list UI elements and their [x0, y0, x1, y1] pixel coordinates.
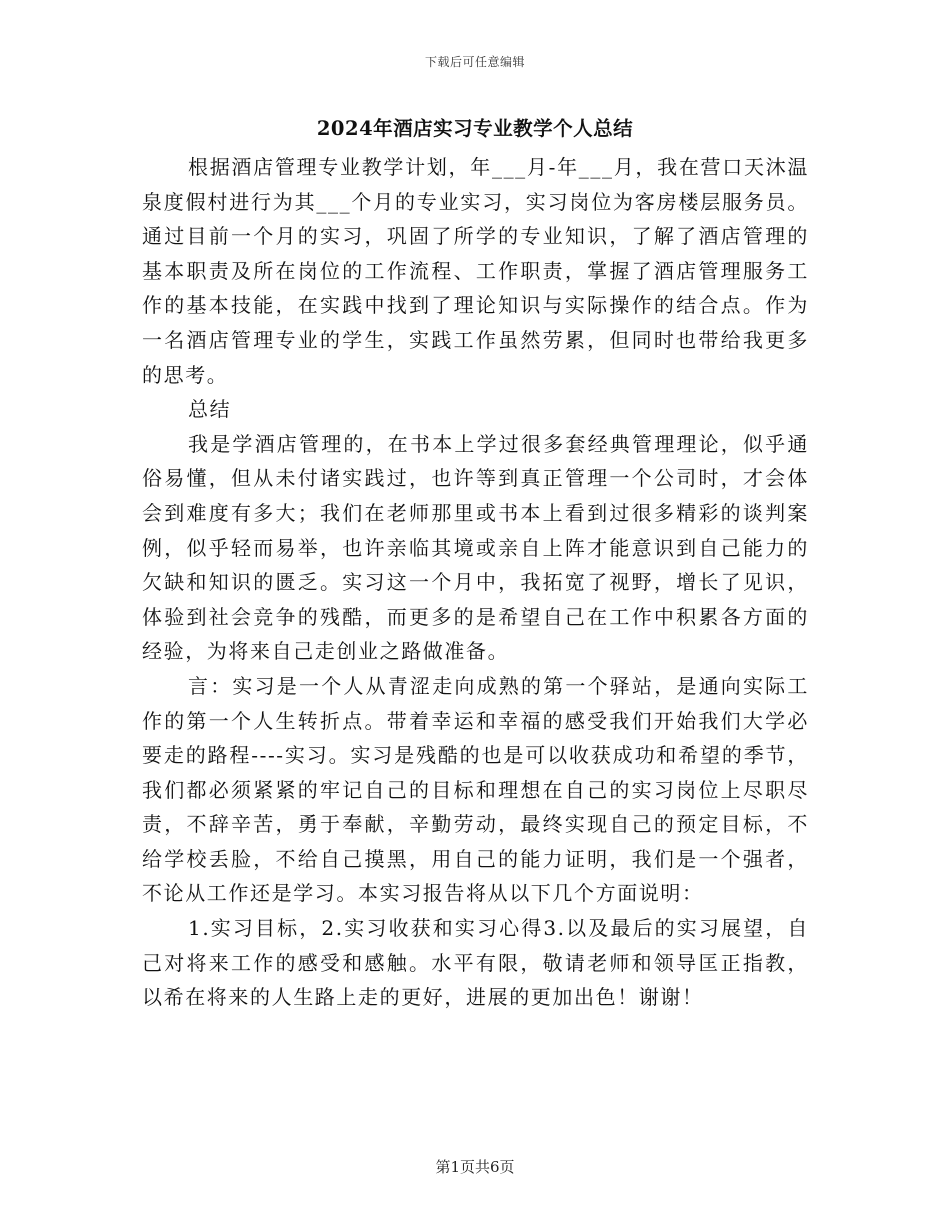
document-body: [142, 150, 809, 1015]
paragraph-outline: 1.实习目标，2.实习收获和实习心得3.以及最后的实习展望，自己对将来工作的感受和感触。水平有限，敬请老师和领导匡正指教，以希在将来的人生路上走的更好，进展的更加出色！谢谢！: [142, 916, 809, 1010]
page-number: 第1页共6页: [435, 1158, 515, 1176]
header-note: 下载后可任意编辑: [424, 55, 525, 69]
paragraph-summary-heading: 总结: [188, 397, 232, 422]
paragraph-intro: 根据酒店管理专业教学计划，年___月-年___月，我在营口天沐温泉度假村进行为其___个月的专业实习，实习岗位为客房楼层服务员。通过目前一个月的实习，巩固了所学的专业知识，了解了酒店管理的基本职责及所在岗位的工作流程、工作职责，掌握了酒店管理服务工作的基本技能，在实践中找到了理论知识与实际操作的结合点。作为一名酒店管理专业的学生，实践工作虽然劳累，但同时也带给我更多的思考。: [142, 155, 809, 387]
document-title: 2024年酒店实习专业教学个人总结: [316, 117, 634, 140]
paragraph-summary: 我是学酒店管理的，在书本上学过很多套经典管理理论，似乎通俗易懂，但从未付诸实践过，也许等到真正管理一个公司时，才会体会到难度有多大；我们在老师那里或书本上看到过很多精彩的谈判案例，似乎轻而易举，也许亲临其境或亲自上阵才能意识到自己能力的欠缺和知识的匮乏。实习这一个月中，我拓宽了视野，增长了见识，体验到社会竞争的残酷，而更多的是希望自己在工作中积累各方面的经验，为将来自己走创业之路做准备。: [142, 431, 809, 664]
paragraph-preface: 言：实习是一个人从青涩走向成熟的第一个驿站，是通向实际工作的第一个人生转折点。带着幸运和幸福的感受我们开始我们大学必要走的路程----实习。实习是残酷的也是可以收获成功和希望的季节，我们都必须紧紧的牢记自己的目标和理想在自己的实习岗位上尽职尽责，不辞辛苦，勇于奉献，辛勤劳动，最终实现自己的预定目标，不给学校丢脸，不给自己摸黑，用自己的能力证明，我们是一个强者，不论从工作还是学习。本实习报告将从以下几个方面说明：: [142, 673, 809, 906]
